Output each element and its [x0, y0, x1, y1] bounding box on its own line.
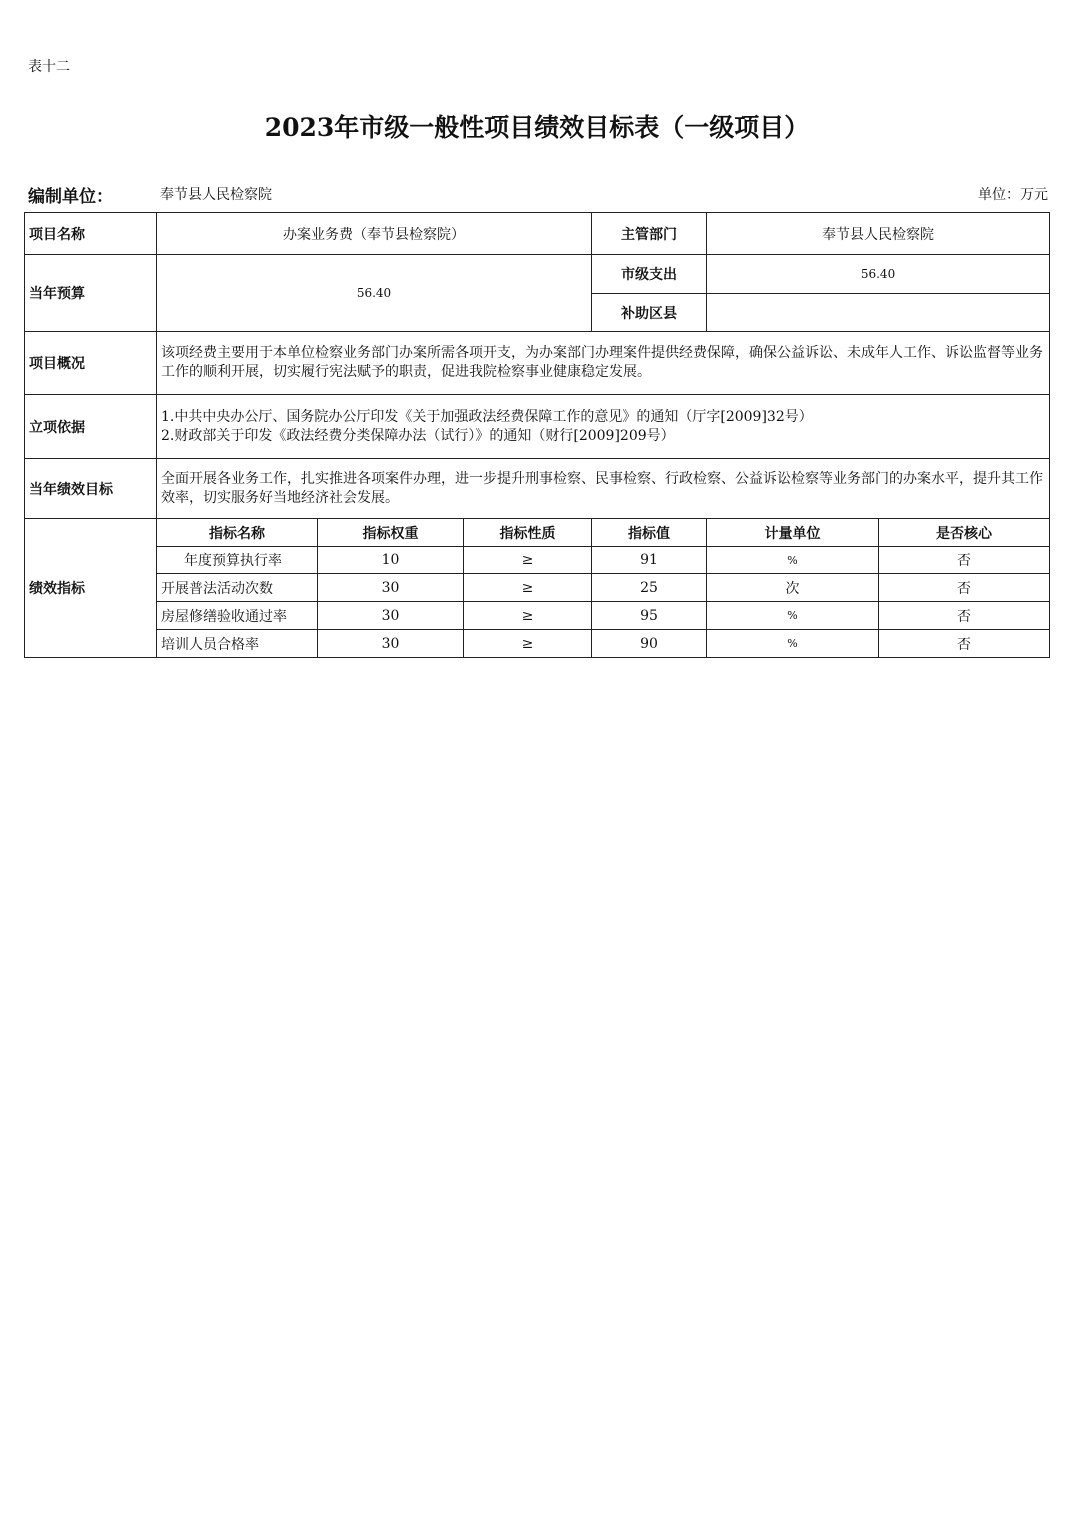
indicator-nature: ≥ [464, 602, 592, 630]
subsidy-value [707, 294, 1050, 332]
indicator-header-row [25, 519, 1050, 547]
budget-label: 当年预算 [25, 255, 157, 332]
budget-value: 56.40 [157, 255, 592, 332]
goal-label: 当年绩效目标 [25, 459, 157, 519]
table-number: 表十二 [28, 59, 70, 75]
indicator-unit: % [707, 630, 879, 658]
project-name-label: 项目名称 [25, 213, 157, 255]
indicator-name: 房屋修缮验收通过率 [157, 602, 318, 630]
indicator-core: 否 [879, 630, 1050, 658]
indicator-core: 否 [879, 574, 1050, 602]
overview-text: 该项经费主要用于本单位检察业务部门办案所需各项开支，为办案部门办理案件提供经费保障，确保公益诉讼、未成年人工作、诉讼监督等业务工作的顺利开展，切实履行宪法赋予的职责，促进我院检察事业健康稳定发展。 [157, 332, 1050, 395]
city-expense-value: 56.40 [707, 255, 1050, 294]
indicator-weight: 30 [318, 574, 464, 602]
indicator-header-unit: 计量单位 [707, 519, 879, 547]
goal-text: 全面开展各业务工作，扎实推进各项案件办理，进一步提升刑事检察、民事检察、行政检察、公益诉讼检察等业务部门的办案水平，提升其工作效率，切实服务好当地经济社会发展。 [157, 459, 1050, 519]
indicator-header-value: 指标值 [592, 519, 707, 547]
goal-row [25, 459, 1050, 519]
indicator-core: 否 [879, 602, 1050, 630]
indicator-weight: 30 [318, 602, 464, 630]
project-row [25, 213, 1050, 255]
indicator-value: 95 [592, 602, 707, 630]
indicator-nature: ≥ [464, 630, 592, 658]
indicators-label: 绩效指标 [25, 519, 157, 658]
indicator-header-weight: 指标权重 [318, 519, 464, 547]
header-info-row [26, 182, 1048, 206]
indicator-nature: ≥ [464, 547, 592, 574]
org-label: 编制单位： [28, 187, 113, 207]
indicator-weight: 30 [318, 630, 464, 658]
indicator-unit: % [707, 602, 879, 630]
indicator-value: 91 [592, 547, 707, 574]
indicator-row [25, 547, 1050, 574]
indicator-header-core: 是否核心 [879, 519, 1050, 547]
basis-label: 立项依据 [25, 395, 157, 459]
basis-text [157, 395, 1050, 459]
indicator-name: 年度预算执行率 [157, 547, 318, 574]
subsidy-label: 补助区县 [592, 294, 707, 332]
overview-label: 项目概况 [25, 332, 157, 395]
indicator-unit: % [707, 547, 879, 574]
basis-line-2: 2.财政部关于印发《政法经费分类保障办法（试行）》的通知（财行[2009]209号） [161, 427, 675, 444]
indicator-core: 否 [879, 547, 1050, 574]
indicator-value: 25 [592, 574, 707, 602]
project-name-value: 办案业务费（奉节县检察院） [157, 213, 592, 255]
dept-label: 主管部门 [592, 213, 707, 255]
indicator-unit: 次 [707, 574, 879, 602]
indicator-header-name: 指标名称 [157, 519, 318, 547]
basis-line-1: 1.中共中央办公厅、国务院办公厅印发《关于加强政法经费保障工作的意见》的通知（厅字[2009]32号） [161, 408, 813, 425]
indicator-name: 培训人员合格率 [157, 630, 318, 658]
indicator-value: 90 [592, 630, 707, 658]
dept-value: 奉节县人民检察院 [707, 213, 1050, 255]
indicator-name: 开展普法活动次数 [157, 574, 318, 602]
page-title: 2023年市级一般性项目绩效目标表（一级项目） [264, 113, 810, 142]
org-value: 奉节县人民检察院 [160, 187, 272, 203]
city-expense-label: 市级支出 [592, 255, 707, 294]
indicator-weight: 10 [318, 547, 464, 574]
indicator-header-nature: 指标性质 [464, 519, 592, 547]
performance-target-table [24, 212, 1050, 658]
indicator-row [25, 574, 1050, 602]
indicator-nature: ≥ [464, 574, 592, 602]
budget-row [25, 255, 1050, 294]
basis-row [25, 395, 1050, 459]
indicator-row [25, 630, 1050, 658]
money-unit: 单位：万元 [978, 187, 1048, 203]
indicator-row [25, 602, 1050, 630]
overview-row [25, 332, 1050, 395]
